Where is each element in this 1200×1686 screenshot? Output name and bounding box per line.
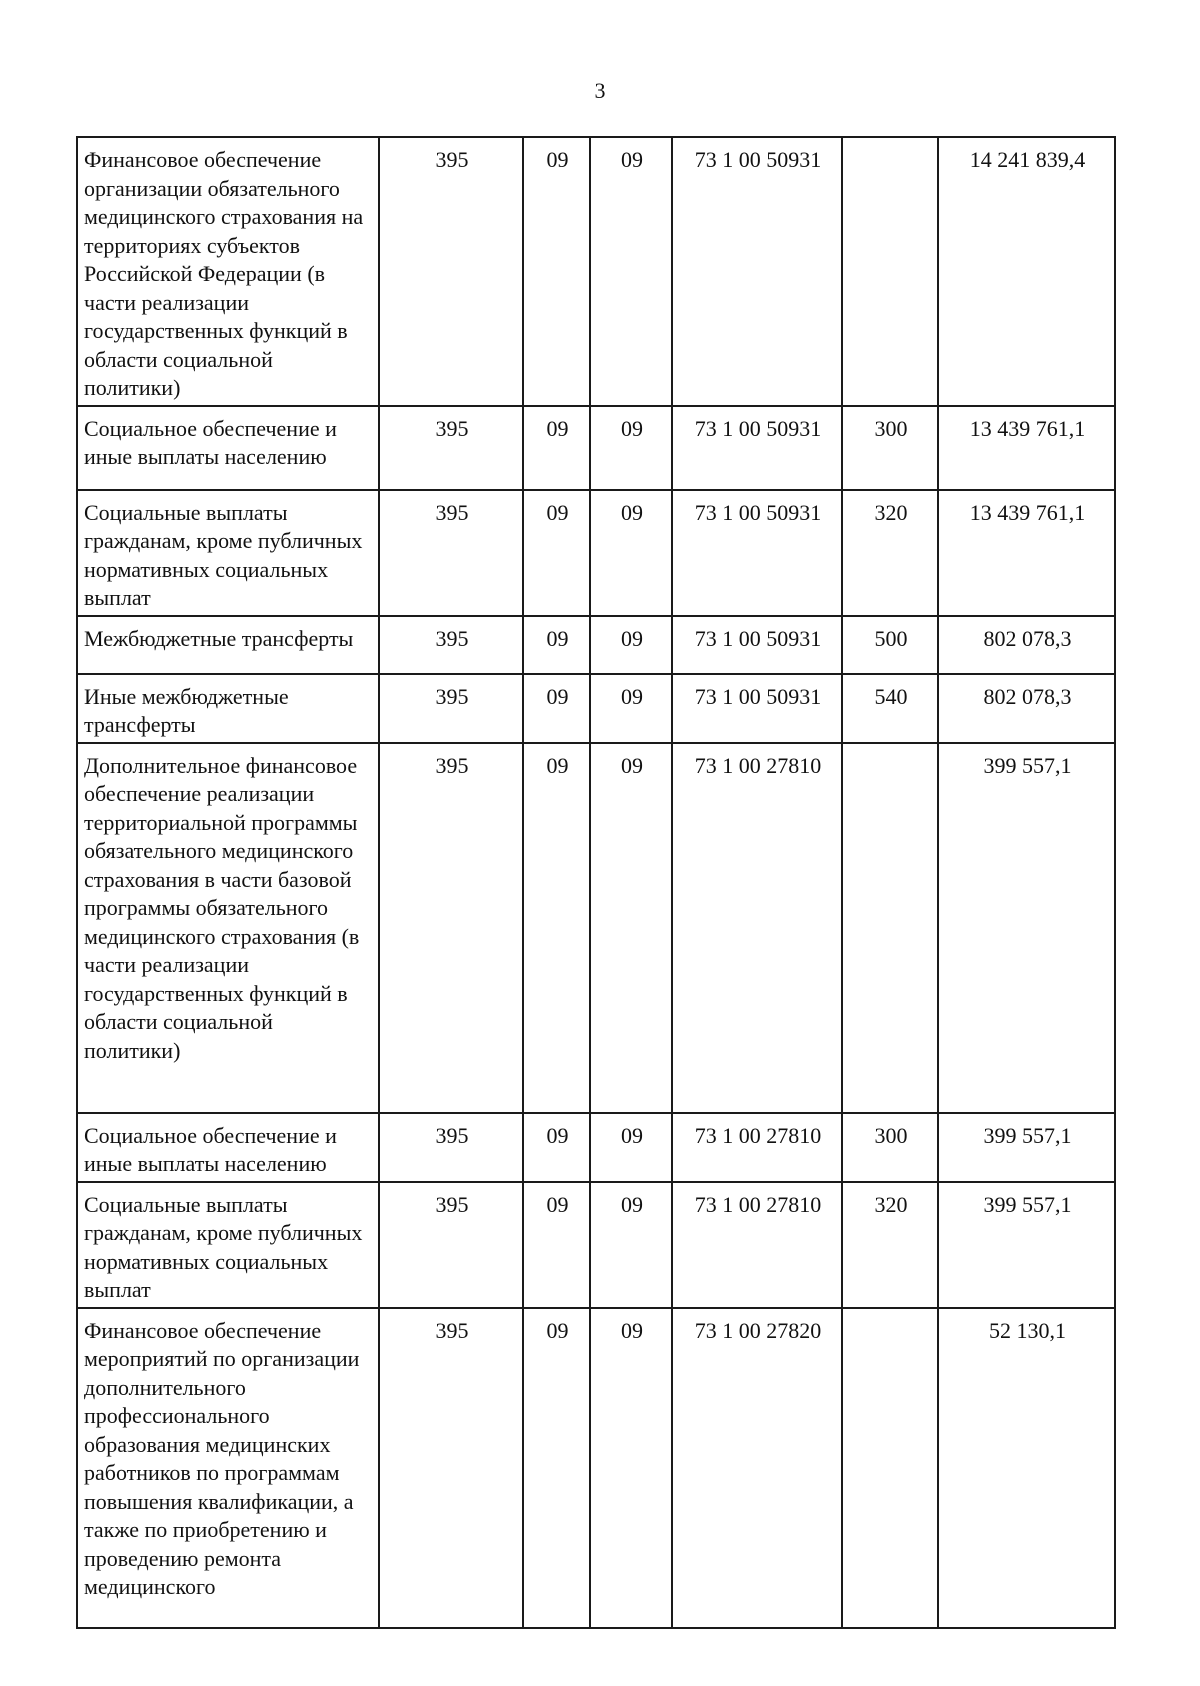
row-gr-code: 395 xyxy=(379,490,523,616)
row-vr-code: 300 xyxy=(842,1113,938,1182)
table-row xyxy=(77,743,1115,1113)
row-vr-code xyxy=(842,1308,938,1628)
row-rz-code: 09 xyxy=(523,743,590,1113)
page-number: 3 xyxy=(594,78,606,103)
table-row xyxy=(77,616,1115,674)
row-csr-code: 73 1 00 27810 xyxy=(672,743,842,1113)
row-csr-code: 73 1 00 50931 xyxy=(672,137,842,406)
row-sum: 52 130,1 xyxy=(938,1308,1115,1628)
table-row xyxy=(77,1182,1115,1308)
row-pr-code: 09 xyxy=(590,1113,672,1182)
row-rz-code: 09 xyxy=(523,490,590,616)
row-rz-code: 09 xyxy=(523,406,590,490)
row-csr-code: 73 1 00 50931 xyxy=(672,674,842,743)
table-row xyxy=(77,490,1115,616)
row-csr-code: 73 1 00 50931 xyxy=(672,490,842,616)
row-description: Финансовое обеспечение мероприятий по организации дополнительного профессионального образования медицинских работников по программам повышения квалификации, а также по приобретению и проведению ремонта медицинского xyxy=(77,1308,379,1628)
row-vr-code: 540 xyxy=(842,674,938,743)
row-csr-code: 73 1 00 27810 xyxy=(672,1182,842,1308)
row-gr-code: 395 xyxy=(379,616,523,674)
table-row xyxy=(77,1308,1115,1628)
row-vr-code: 500 xyxy=(842,616,938,674)
budget-table xyxy=(76,136,1116,1629)
row-sum: 399 557,1 xyxy=(938,1113,1115,1182)
row-description: Социальное обеспечение и иные выплаты населению xyxy=(77,406,379,490)
row-csr-code: 73 1 00 27810 xyxy=(672,1113,842,1182)
row-description: Финансовое обеспечение организации обязательного медицинского страхования на территориях субъектов Российской Федерации (в части реализации государственных функций в области социальной политики) xyxy=(77,137,379,406)
table-row xyxy=(77,137,1115,406)
row-sum: 13 439 761,1 xyxy=(938,406,1115,490)
row-gr-code: 395 xyxy=(379,1308,523,1628)
row-rz-code: 09 xyxy=(523,674,590,743)
row-description: Социальное обеспечение и иные выплаты населению xyxy=(77,1113,379,1182)
row-vr-code: 320 xyxy=(842,1182,938,1308)
row-gr-code: 395 xyxy=(379,1182,523,1308)
row-sum: 399 557,1 xyxy=(938,743,1115,1113)
row-pr-code: 09 xyxy=(590,616,672,674)
row-rz-code: 09 xyxy=(523,1182,590,1308)
row-vr-code xyxy=(842,137,938,406)
row-rz-code: 09 xyxy=(523,616,590,674)
row-vr-code xyxy=(842,743,938,1113)
row-pr-code: 09 xyxy=(590,674,672,743)
row-gr-code: 395 xyxy=(379,743,523,1113)
row-rz-code: 09 xyxy=(523,1113,590,1182)
row-csr-code: 73 1 00 27820 xyxy=(672,1308,842,1628)
row-pr-code: 09 xyxy=(590,490,672,616)
row-sum: 14 241 839,4 xyxy=(938,137,1115,406)
table-row xyxy=(77,406,1115,490)
row-pr-code: 09 xyxy=(590,1308,672,1628)
row-description: Социальные выплаты гражданам, кроме публичных нормативных социальных выплат xyxy=(77,1182,379,1308)
row-description: Дополнительное финансовое обеспечение реализации территориальной программы обязательного медицинского страхования в части базовой программы обязательного медицинского страхования (в части реализации государственных функций в области социальной политики) xyxy=(77,743,379,1113)
table-row xyxy=(77,1113,1115,1182)
row-gr-code: 395 xyxy=(379,1113,523,1182)
row-sum: 399 557,1 xyxy=(938,1182,1115,1308)
row-description: Межбюджетные трансферты xyxy=(77,616,379,674)
row-rz-code: 09 xyxy=(523,137,590,406)
row-vr-code: 300 xyxy=(842,406,938,490)
table-row xyxy=(77,674,1115,743)
row-sum: 802 078,3 xyxy=(938,674,1115,743)
row-rz-code: 09 xyxy=(523,1308,590,1628)
row-sum: 802 078,3 xyxy=(938,616,1115,674)
row-csr-code: 73 1 00 50931 xyxy=(672,406,842,490)
row-pr-code: 09 xyxy=(590,406,672,490)
row-csr-code: 73 1 00 50931 xyxy=(672,616,842,674)
row-description: Иные межбюджетные трансферты xyxy=(77,674,379,743)
row-pr-code: 09 xyxy=(590,137,672,406)
row-pr-code: 09 xyxy=(590,743,672,1113)
row-gr-code: 395 xyxy=(379,137,523,406)
row-gr-code: 395 xyxy=(379,406,523,490)
row-pr-code: 09 xyxy=(590,1182,672,1308)
row-description: Социальные выплаты гражданам, кроме публичных нормативных социальных выплат xyxy=(77,490,379,616)
row-gr-code: 395 xyxy=(379,674,523,743)
row-sum: 13 439 761,1 xyxy=(938,490,1115,616)
row-vr-code: 320 xyxy=(842,490,938,616)
